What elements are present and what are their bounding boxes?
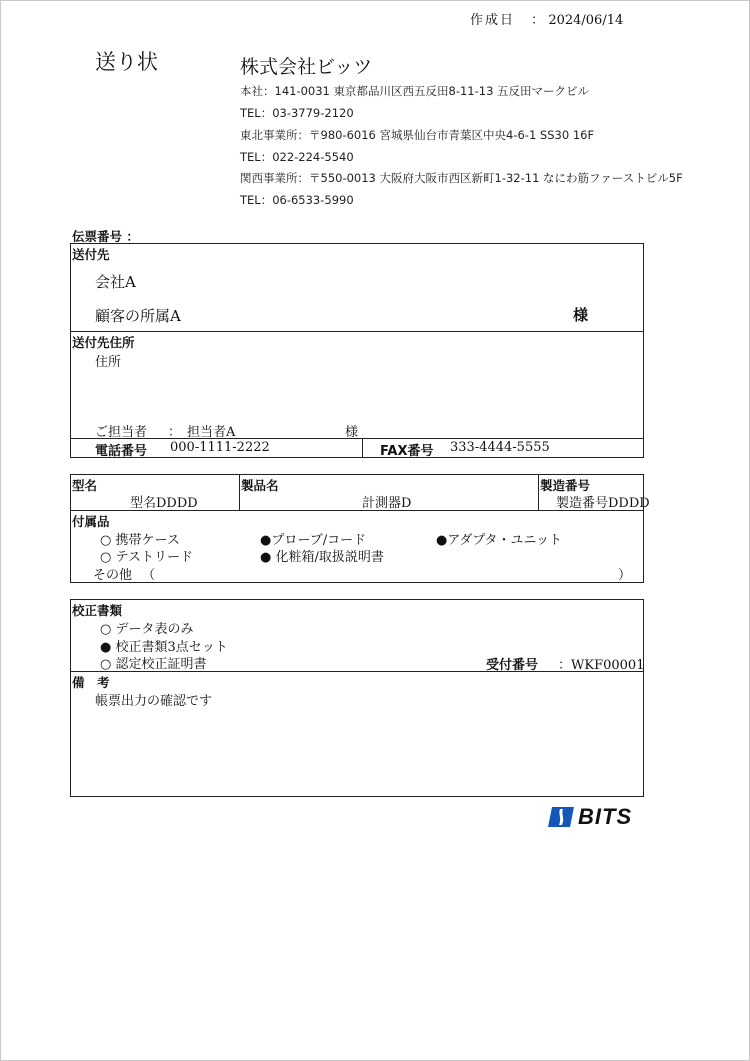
receipt-number-label: 受付番号 <box>486 658 539 673</box>
accessories-label: 付属品 <box>72 514 110 529</box>
tel-head-office: TEL：03-3779-2120 <box>240 106 354 120</box>
remarks-value: 帳票出力の確認です <box>95 694 213 709</box>
receipt-number-value: ：WKF00001 <box>558 658 645 673</box>
accessory-item: ○ 携帯ケース <box>100 533 180 548</box>
created-label: 作成日 <box>470 13 516 28</box>
created-sep: ： <box>531 13 545 28</box>
created-date <box>470 9 623 28</box>
divider <box>538 474 539 511</box>
bits-logo <box>548 804 632 830</box>
contact-honorific: 様 <box>345 425 359 440</box>
company-name: 株式会社ビッツ <box>240 56 373 78</box>
serial-value: 製造番号DDDD <box>556 496 650 511</box>
contact-name: 担当者A <box>187 425 236 440</box>
address-line-tohoku: 東北事業所：〒980-6016 宮城県仙台市青葉区中央4-6-1 SS30 16F <box>240 128 595 142</box>
calibration-option: ○ データ表のみ <box>100 622 194 637</box>
bits-logo-text: BITS <box>578 804 633 829</box>
recipient-label: 送付先 <box>72 247 110 262</box>
circle-filled-icon: ● <box>100 640 112 655</box>
calibration-label: 校正書類 <box>72 603 123 618</box>
circle-empty-icon: ○ <box>100 550 112 565</box>
divider <box>362 438 363 458</box>
address-label: 送付先住所 <box>72 335 135 350</box>
model-label: 型名 <box>72 478 98 493</box>
calibration-option: ● 校正書類3点セット <box>100 640 228 655</box>
accessory-item: ○ テストリード <box>100 550 193 565</box>
circle-empty-icon: ○ <box>100 657 112 672</box>
recipient-honorific: 様 <box>573 306 589 324</box>
contact-label: ご担当者 <box>95 425 148 440</box>
address-value: 住所 <box>95 355 122 370</box>
contact-sep: ： <box>168 425 182 440</box>
accessory-other-label: その他 （ <box>93 568 156 583</box>
calibration-option: ○ 認定校正証明書 <box>100 657 207 672</box>
model-value: 型名DDDD <box>130 496 198 511</box>
phone-label: 電話番号 <box>95 444 148 459</box>
serial-label: 製造番号 <box>540 478 591 493</box>
slip-number-label: 伝票番号 ： <box>72 229 139 244</box>
fax-value: 333-4444-5555 <box>450 440 550 455</box>
tel-kansai: TEL：06-6533-5990 <box>240 193 354 207</box>
recipient-department: 顧客の所属A <box>95 307 181 325</box>
circle-empty-icon: ○ <box>100 533 112 548</box>
address-line-head-office: 本社：141-0031 東京都品川区西五反田8-11-13 五反田マークビル <box>240 84 590 98</box>
accessory-item: ● 化粧箱/取扱説明書 <box>260 550 384 565</box>
accessory-item: ●アダプタ・ユニット <box>436 533 563 548</box>
divider <box>70 331 644 332</box>
address-line-kansai: 関西事業所：〒550-0013 大阪府大阪市西区新町1-32-11 なにわ筋ファーストビル5F <box>240 171 683 185</box>
fax-label: FAX番号 <box>380 444 434 459</box>
circle-filled-icon: ● <box>260 533 272 548</box>
product-name-value: 計測器D <box>362 496 412 511</box>
tel-tohoku: TEL：022-224-5540 <box>240 150 354 164</box>
divider <box>239 474 240 511</box>
accessory-other-close: ） <box>618 568 632 583</box>
recipient-company: 会社A <box>95 273 136 291</box>
accessory-item: ●プローブ/コード <box>260 533 367 548</box>
product-name-label: 製品名 <box>241 478 279 493</box>
document-title: 送り状 <box>95 50 158 74</box>
circle-filled-icon: ● <box>436 533 448 548</box>
bits-logo-mark-icon <box>548 806 576 828</box>
created-value: 2024/06/14 <box>548 13 624 28</box>
phone-value: 000-1111-2222 <box>170 440 270 455</box>
circle-filled-icon: ● <box>260 550 272 565</box>
remarks-label: 備 考 <box>72 675 110 690</box>
circle-empty-icon: ○ <box>100 622 112 637</box>
